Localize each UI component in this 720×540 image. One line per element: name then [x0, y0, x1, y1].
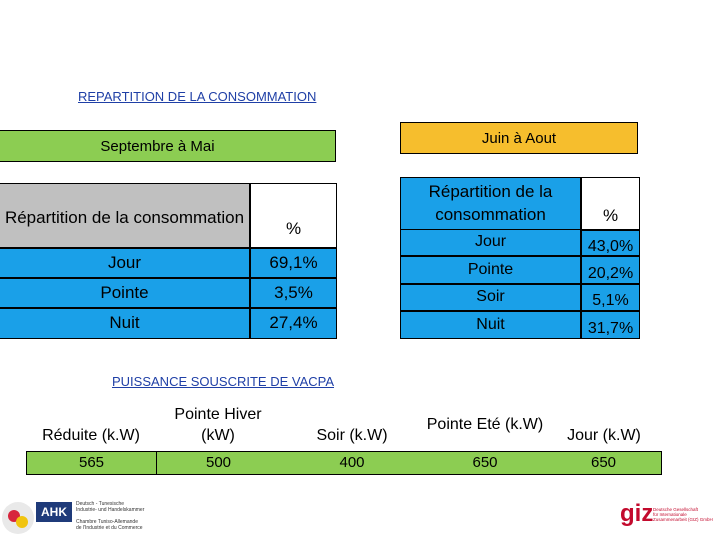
power-value: 400: [280, 452, 424, 474]
period-right-band: [400, 122, 638, 154]
right-row-pct: 31,7%: [581, 311, 640, 339]
left-header-label: Répartition de la consommation: [0, 183, 250, 248]
ahk-emblem-icon: [2, 502, 34, 534]
giz-caption: Deutsche Gesellschaft für Internationale Zusammenarbeit (GIZ) GmbH: [653, 507, 713, 522]
period-right-label: Juin à Aout: [481, 129, 557, 147]
right-header-pct: %: [581, 177, 640, 230]
power-header: Réduite (k.W): [26, 400, 156, 451]
ahk-logo: [2, 498, 162, 538]
right-row-label: Jour: [400, 230, 581, 256]
right-row-pct: 5,1%: [581, 284, 640, 311]
power-title: PUISSANCE SOUSCRITE DE VACPA: [112, 374, 335, 389]
ahk-badge: AHK: [36, 502, 72, 522]
left-row-label: Pointe: [0, 278, 250, 308]
left-row-label: Jour: [0, 248, 250, 278]
power-value: 650: [424, 452, 546, 474]
power-header: Jour (k.W): [546, 400, 662, 451]
power-header: Soir (k.W): [280, 400, 424, 451]
period-left-label: Septembre à Mai: [100, 137, 215, 155]
left-row-pct: 3,5%: [250, 278, 337, 308]
period-left-band: [0, 130, 336, 162]
consumption-table-left: [0, 183, 337, 339]
right-row-label: Soir: [400, 284, 581, 311]
right-row-label: Nuit: [400, 311, 581, 339]
right-header-label: Répartition de la consommation: [400, 177, 581, 230]
right-row-label: Pointe: [400, 256, 581, 284]
right-row-pct: 43,0%: [581, 230, 640, 256]
giz-logo: [620, 500, 718, 534]
power-value: 565: [27, 452, 156, 474]
power-value: 500: [156, 452, 280, 474]
right-row-pct: 20,2%: [581, 256, 640, 284]
consumption-title: REPARTITION DE LA CONSOMMATION: [78, 89, 317, 104]
left-row-pct: 27,4%: [250, 308, 337, 339]
power-header: Pointe Hiver (kW): [156, 400, 280, 451]
power-table: [26, 400, 662, 475]
power-value: 650: [546, 452, 661, 474]
power-header: Pointe Eté (k.W): [424, 400, 546, 451]
left-row-label: Nuit: [0, 308, 250, 339]
ahk-caption: Deutsch - Tunesische Industrie- und Handelskammer Chambre Tuniso-Allemande de l'Industrie et du Commerce: [76, 501, 145, 531]
consumption-table-right: [400, 177, 640, 339]
giz-wordmark: giz: [620, 500, 654, 527]
left-header-pct: %: [250, 183, 337, 248]
left-row-pct: 69,1%: [250, 248, 337, 278]
